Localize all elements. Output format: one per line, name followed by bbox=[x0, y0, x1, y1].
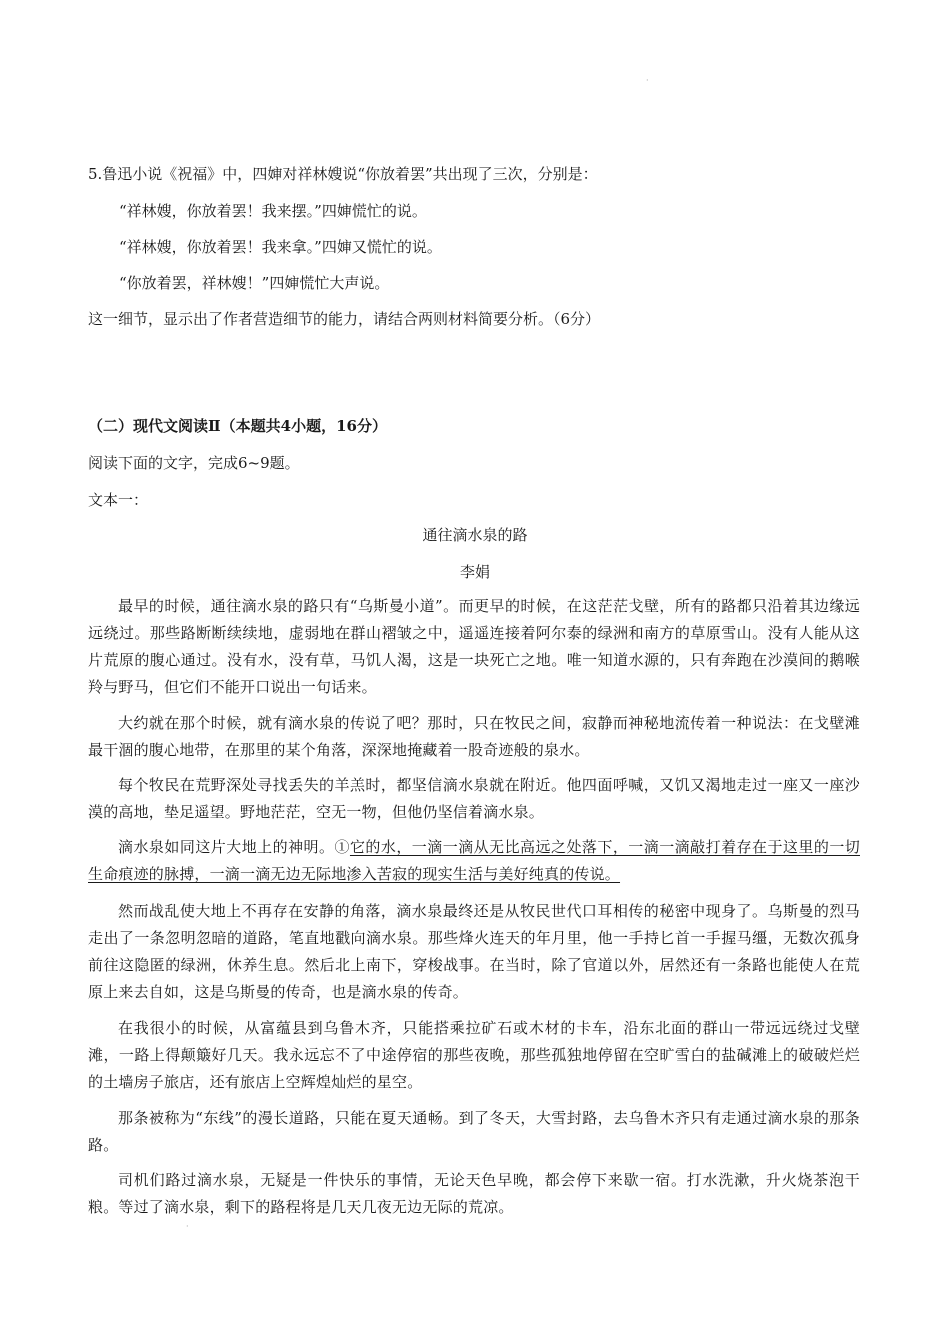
section-heading: （二）现代文阅读Ⅱ（本题共4小题，16分） bbox=[88, 417, 387, 435]
paragraph-lead: 滴水泉如同这片大地上的神明。① bbox=[118, 838, 350, 856]
paragraph-text: 最早的时候，通往滴水泉的路只有“乌斯曼小道”。而更早的时候，在这茫茫戈壁，所有的路都只沿着其边缘远远绕过。那些路断断续续地，虚弱地在群山褶皱之中，遥遥连接着阿尔泰的绿洲和南方的草原雪山。没有人能从这片荒原的腹心通过。没有水，没有草，马饥人渴，这是一块死亡之地。唯一知道水源的，只有奔跑在沙漠间的鹅喉羚与野马，但它们不能开口说出一句话来。 bbox=[88, 597, 860, 696]
paragraph-3 bbox=[88, 772, 860, 826]
quote-1: “祥林嫂，你放着罢！我来摆。”四婶慌忙的说。 bbox=[119, 202, 427, 220]
paragraph-text: 每个牧民在荒野深处寻找丢失的羊羔时，都坚信滴水泉就在附近。他四面呼喊，又饥又渴地走过一座又一座沙漠的高地，垫足遥望。野地茫茫，空无一物，但他仍坚信着滴水泉。 bbox=[88, 776, 860, 821]
paragraph-7 bbox=[88, 1105, 860, 1159]
scan-speck: · bbox=[186, 1222, 189, 1231]
paragraph-8 bbox=[88, 1167, 860, 1221]
paragraph-text: 司机们路过滴水泉，无疑是一件快乐的事情，无论天色早晚，都会停下来歇一宿。打水洗漱，升火烧茶泡干粮。等过了滴水泉，剩下的路程将是几天几夜无边无际的荒凉。 bbox=[88, 1171, 860, 1216]
question-5-stem: 5.鲁迅小说《祝福》中，四婶对祥林嫂说“你放着罢”共出现了三次，分别是： bbox=[88, 165, 598, 183]
question-5-prompt: 这一细节，显示出了作者营造细节的能力，请结合两则材料简要分析。（6分） bbox=[88, 310, 601, 328]
paragraph-text: 在我很小的时候，从富蕴县到乌鲁木齐，只能搭乘拉矿石或木材的卡车，沿东北面的群山一带远远绕过戈壁滩，一路上得颠簸好几天。我永远忘不了中途停宿的那些夜晚，那些孤独地停留在空旷雪白的盐碱滩上的破破烂烂的土墙房子旅店，还有旅店上空辉煌灿烂的星空。 bbox=[88, 1019, 860, 1091]
reading-instruction: 阅读下面的文字，完成6~9题。 bbox=[88, 454, 300, 472]
paragraph-6 bbox=[88, 1015, 860, 1096]
scan-speck: · bbox=[646, 76, 649, 85]
quote-3: “你放着罢，祥林嫂！”四婶慌忙大声说。 bbox=[119, 274, 390, 292]
quote-2: “祥林嫂，你放着罢！我来拿。”四婶又慌忙的说。 bbox=[119, 238, 442, 256]
article-author: 李娟 bbox=[459, 563, 490, 581]
paragraph-text: 那条被称为“东线”的漫长道路，只能在夏天通畅。到了冬天，大雪封路，去乌鲁木齐只有走通过滴水泉的那条路。 bbox=[88, 1109, 860, 1154]
paragraph-text: 大约就在那个时候，就有滴水泉的传说了吧？那时，只在牧民之间，寂静而神秘地流传着一种说法：在戈壁滩最干涸的腹心地带，在那里的某个角落，深深地掩藏着一股奇迹般的泉水。 bbox=[88, 714, 860, 759]
text-label: 文本一： bbox=[88, 491, 149, 509]
paragraph-1 bbox=[88, 593, 860, 701]
underlined-sentence-1: 它的水，一滴一滴从无比高远之处落下，一滴一滴敲打着存在于这里的一切生命痕迹的脉搏，一滴一滴无边无际地渗入苦寂的现实生活与美好纯真的传说。 bbox=[88, 838, 860, 883]
article-title: 通往滴水泉的路 bbox=[422, 526, 528, 544]
paragraph-text bbox=[88, 834, 860, 888]
paragraph-4 bbox=[88, 834, 860, 888]
paragraph-text: 然而战乱使大地上不再存在安静的角落，滴水泉最终还是从牧民世代口耳相传的秘密中现身了。乌斯曼的烈马走出了一条忽明忽暗的道路，笔直地戳向滴水泉。那些烽火连天的年月里，他一手持匕首一手握马缰，无数次孤身前往这隐匿的绿洲，休养生息。然后北上南下，穿梭战事。在当时，除了官道以外，居然还有一条路也能使人在荒原上来去自如，这是乌斯曼的传奇，也是滴水泉的传奇。 bbox=[88, 902, 860, 1001]
paragraph-5 bbox=[88, 898, 860, 1006]
paragraph-2 bbox=[88, 710, 860, 764]
